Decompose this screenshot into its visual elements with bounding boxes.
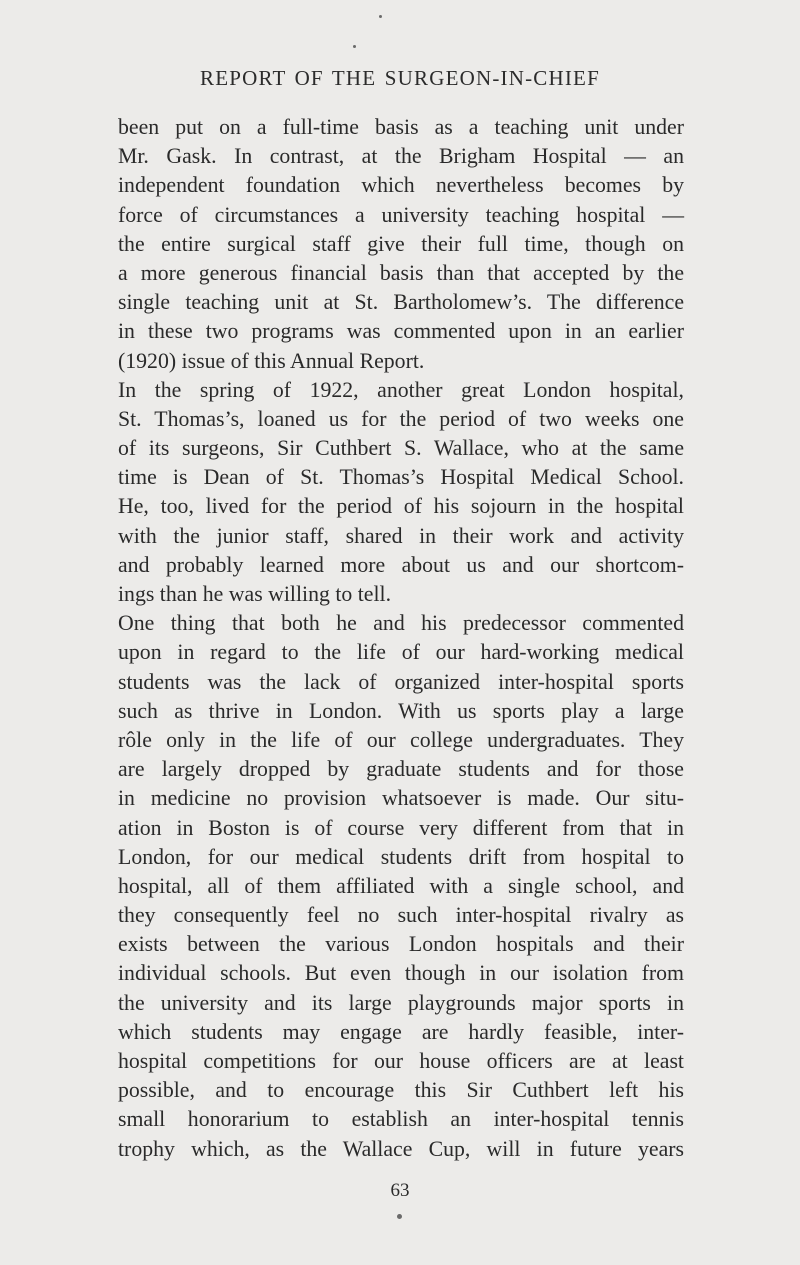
text-line: He, too, lived for the period of his sojourn in the hospital [118,494,684,519]
text-line: individual schools. But even though in our isolation from [118,961,684,986]
text-line: the university and its large playgrounds major sports in [118,990,684,1015]
text-line: St. Thomas’s, loaned us for the period of two weeks one [118,406,684,431]
text-line: upon in regard to the life of our hard-working medical [118,640,684,665]
text-line: possible, and to encourage this Sir Cuthbert left his [118,1078,684,1103]
paper-speck [379,15,382,18]
text-line: the entire surgical staff give their full time, though on [118,231,684,256]
text-line: force of circumstances a university teaching hospital — [118,202,684,227]
text-line: a more generous financial basis than that accepted by the [118,260,684,285]
paper-speck [397,1214,402,1219]
text-line: time is Dean of St. Thomas’s Hospital Medical School. [118,465,684,490]
text-line: rôle only in the life of our college undergraduates. They [118,727,684,752]
text-line: which students may engage are hardly feasible, inter- [118,1019,684,1044]
text-line: in these two programs was commented upon in an earlier [118,319,684,344]
text-line: hospital, all of them affiliated with a single school, and [118,873,684,898]
text-line: exists between the various London hospitals and their [118,932,684,957]
text-line: independent foundation which nevertheless becomes by [118,173,684,198]
text-line: and probably learned more about us and our shortcom- [118,552,684,577]
text-line: trophy which, as the Wallace Cup, will in future years [118,1136,684,1161]
text-line: such as thrive in London. With us sports play a large [118,698,684,723]
text-line: in medicine no provision whatsoever is made. Our situ- [118,786,684,811]
text-line: London, for our medical students drift from hospital to [118,844,684,869]
text-line: of its surgeons, Sir Cuthbert S. Wallace, who at the same [118,436,684,461]
text-line: In the spring of 1922, another great London hospital, [118,377,684,402]
body-text [118,113,684,1164]
text-line: are largely dropped by graduate students and for those [118,757,684,782]
text-line: they consequently feel no such inter-hospital rivalry as [118,903,684,928]
text-line: with the junior staff, shared in their work and activity [118,523,684,548]
text-line: hospital competitions for our house officers are at least [118,1049,684,1073]
text-line: (1920) issue of this Annual Report. [118,348,425,373]
text-line: students was the lack of organized inter-hospital sports [118,669,684,694]
text-line: single teaching unit at St. Bartholomew’s. The difference [118,290,684,315]
page-number: 63 [390,1180,410,1201]
text-line: ings than he was willing to tell. [118,582,392,606]
running-head: REPORT OF THE SURGEON-IN-CHIEF [200,66,600,90]
text-line: been put on a full-time basis as a teaching unit under [118,115,684,139]
text-line: Mr. Gask. In contrast, at the Brigham Hospital — an [118,144,684,169]
text-line: small honorarium to establish an inter-hospital tennis [118,1107,684,1132]
paper-speck [353,45,356,48]
text-line: ation in Boston is of course very different from that in [118,815,684,840]
text-line: One thing that both he and his predecessor commented [118,611,684,636]
